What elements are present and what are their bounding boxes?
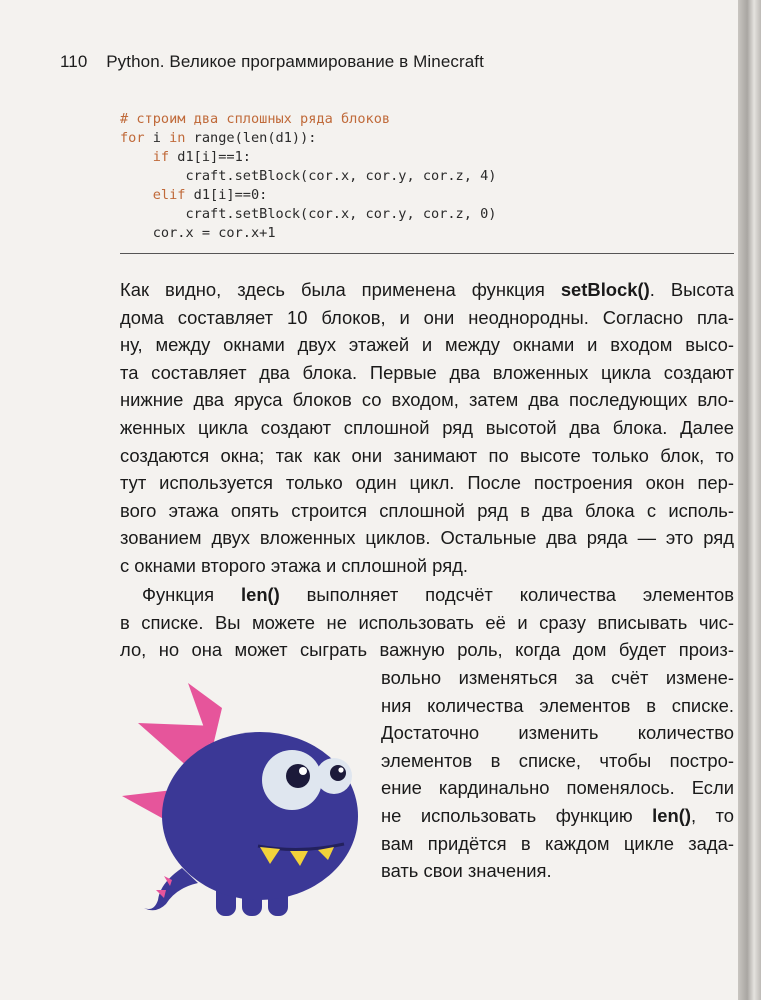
text-line: вого этажа опять строится сплошной ряд в два блока с исполь-	[120, 499, 734, 521]
text-line: ло, но она может сыграть важную роль, когда дом будет произ-	[120, 639, 734, 661]
code-text: i	[144, 130, 170, 146]
text-fragment: Функция	[142, 584, 241, 605]
text-line: вам придётся в каждом цикле зада-	[381, 832, 734, 854]
book-gutter	[738, 0, 761, 1000]
code-keyword: in	[169, 130, 186, 146]
text-line: вольно изменяться за счёт измене-	[381, 667, 734, 688]
monster-illustration	[120, 678, 380, 928]
text-fragment: Как видно, здесь была применена функция	[120, 279, 561, 300]
code-divider	[120, 253, 734, 254]
function-name: len()	[652, 804, 691, 826]
text-line: тут используется только один цикл. После построения окон пер-	[120, 472, 734, 494]
code-keyword: elif	[152, 187, 186, 203]
paragraph-setblock	[120, 276, 734, 580]
code-text: craft.setBlock(cor.x, cor.y, cor.z, 0)	[185, 206, 497, 222]
text-line: с окнами второго этажа и сплошной ряд.	[120, 554, 469, 576]
code-comment: # строим два сплошных ряда блоков	[120, 111, 391, 127]
book-title: Python. Великое программирование в Minecraft	[106, 52, 484, 71]
code-listing	[120, 110, 496, 243]
text-fragment: , то	[690, 804, 734, 826]
paragraph-len	[120, 581, 734, 664]
paragraph-len-continued	[381, 664, 734, 885]
text-line	[381, 802, 734, 830]
code-text: range(len(d1)):	[185, 130, 317, 146]
function-name: setBlock()	[560, 279, 650, 300]
text-fragment: выполняет подсчёт количества элементов	[279, 584, 734, 605]
text-line: ение кардинально поменялось. Если	[381, 777, 734, 799]
text-line: создаются окна; так как они занимают по высоте только блок, то	[120, 444, 734, 466]
page-number: 110	[60, 52, 88, 71]
code-keyword: if	[152, 149, 170, 165]
text-fragment: . Высота	[649, 279, 734, 300]
code-text: cor.x = cor.x+1	[152, 225, 276, 241]
text-line: нижние два яруса блоков со входом, затем два последующих вло-	[120, 389, 734, 411]
running-header	[60, 52, 484, 72]
code-text: d1[i]==1:	[169, 149, 251, 165]
code-keyword: for	[120, 130, 145, 146]
text-line	[120, 581, 734, 609]
text-line	[120, 276, 734, 304]
text-line: вать свои значения.	[381, 860, 552, 882]
code-text: d1[i]==0:	[185, 187, 268, 203]
text-line: ния количества элементов в списке.	[381, 694, 734, 716]
text-line: женных цикла создают сплошной ряд высотой два блока. Далее	[120, 416, 734, 438]
text-line: элементов в списке, чтобы постро-	[381, 749, 734, 771]
text-line: дома составляет 10 блоков, и они неоднородны. Согласно пла-	[120, 306, 734, 328]
code-text: craft.setBlock(cor.x, cor.y, cor.z, 4)	[185, 168, 497, 184]
text-line: ну, между окнами двух этажей и между окнами и входом высо-	[120, 334, 734, 356]
text-line: в списке. Вы можете не использовать её и сразу вписывать чис-	[120, 611, 734, 633]
text-line: Достаточно изменить количество	[381, 722, 734, 744]
text-line: та составляет два блока. Первые два вложенных цикла создают	[120, 361, 734, 383]
text-fragment: не использовать функцию	[381, 804, 653, 826]
text-line: зованием двух вложенных циклов. Остальные два ряда — это ряд	[120, 527, 734, 549]
function-name: len()	[240, 584, 280, 605]
